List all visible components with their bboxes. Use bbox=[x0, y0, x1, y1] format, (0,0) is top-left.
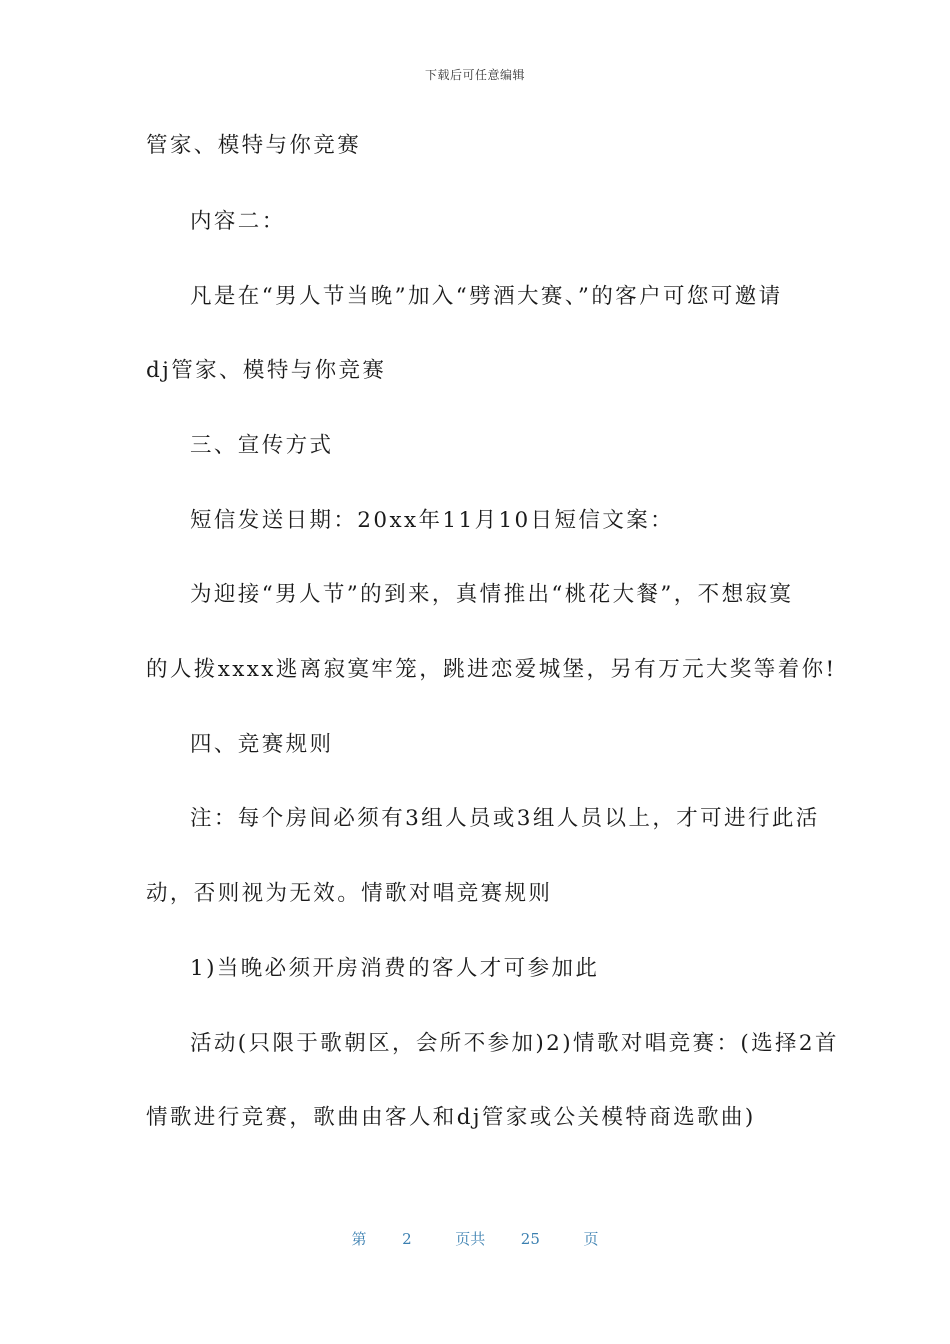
paragraph-line: 短信发送日期：20xx年11月10日短信文案： bbox=[190, 508, 675, 533]
paragraph-line: 情歌进行竞赛，歌曲由客人和dj管家或公关模特商选歌曲) bbox=[146, 1105, 756, 1130]
page-number-footer bbox=[0, 1228, 950, 1249]
paragraph-line: 注：每个房间必须有3组人员或3组人员以上，才可进行此活 bbox=[190, 806, 820, 831]
footer-current-page: 2 bbox=[402, 1230, 412, 1248]
paragraph-line: 1)当晚必须开房消费的客人才可参加此 bbox=[190, 956, 600, 981]
footer-prefix: 第 bbox=[351, 1230, 367, 1248]
paragraph-line: 活动(只限于歌朝区，会所不参加)2)情歌对唱竞赛：(选择2首 bbox=[190, 1031, 839, 1056]
header-note: 下载后可任意编辑 bbox=[424, 68, 525, 82]
footer-total-pages: 25 bbox=[520, 1230, 540, 1248]
paragraph-line: 凡是在“男人节当晚”加入“劈酒大赛、”的客户可您可邀请 bbox=[190, 284, 783, 309]
paragraph-line: 为迎接“男人节”的到来，真情推出“桃花大餐”，不想寂寞 bbox=[190, 582, 794, 607]
paragraph-line: 动，否则视为无效。情歌对唱竞赛规则 bbox=[146, 881, 553, 906]
paragraph-line: 的人拨xxxx逃离寂寞牢笼，跳进恋爱城堡，另有万元大奖等着你! bbox=[146, 657, 837, 682]
paragraph-line: dj管家、模特与你竞赛 bbox=[146, 358, 387, 383]
paragraph-line: 管家、模特与你竞赛 bbox=[146, 133, 362, 158]
footer-suffix: 页 bbox=[583, 1230, 599, 1248]
footer-middle: 页共 bbox=[455, 1230, 486, 1248]
section-heading: 三、宣传方式 bbox=[190, 433, 334, 458]
paragraph-line: 内容二： bbox=[190, 209, 286, 234]
section-heading: 四、竞赛规则 bbox=[190, 732, 334, 757]
